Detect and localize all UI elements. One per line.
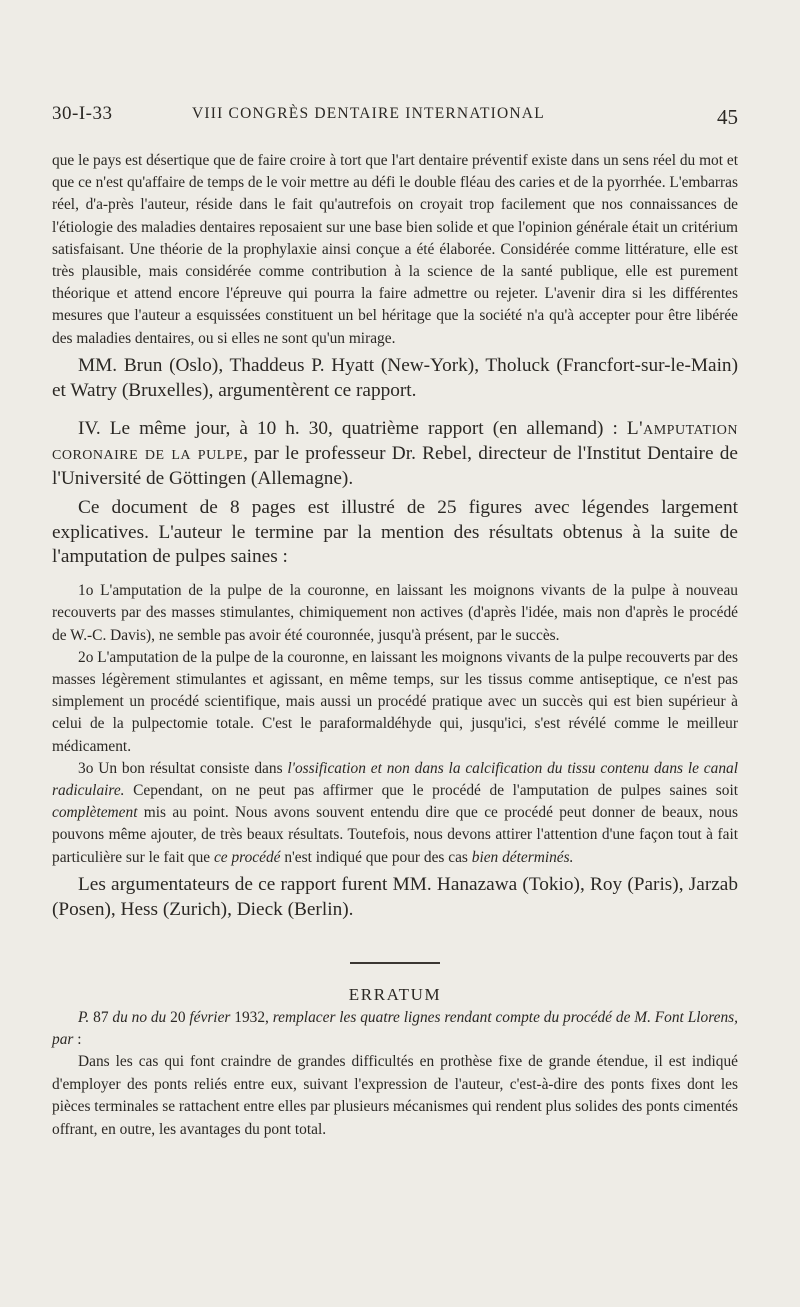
paragraph-prophylaxis: que le pays est désertique que de faire croire à tort que l'art dentaire préventif existe dans un sens réel du mot et que ce n'est qu'affaire de temps de le voir mettre au défi le double fléau des caries et de la pyorrhée. L'embarras réel, d'a-près l'auteur, réside dans le fait qu'autrefois on croyait trop facilement que nos connaissances de l'étiologie des maladies dentaires reposaient sur une base bien solide et que l'opinion générale était un critérium satisfaisant. Une théorie de la prophylaxie ainsi conçue a été élaborée. Considérée comme littérature, elle est très plausible, mais considérée comme contribution à la science de la santé publique, elle est purement théorique et attend encore l'épreuve qui pourra la faire admettre ou rejeter. L'avenir dira si les différentes mesures que l'auteur a esquissées constituent un bel héritage que la société n'a qu'à accepter pour être libérée des maladies dentaires, ou si elles ne sont qu'un mirage. <box>52 152 738 347</box>
report-lead: IV. Le même jour, à 10 h. 30, quatrième rapport (en allemand) : <box>78 418 627 440</box>
item3-f: ce procédé <box>213 848 281 866</box>
body-text <box>52 150 738 1141</box>
erratum-body: Dans les cas qui font craindre de grandes difficultés en prothèse fixe de grande étendue, il est indiqué d'employer des ponts reliés entre eux, suivant l'expression de l'auteur, c'est-à-dire des ponts fixes dont les pièces terminales se rattachent entre elles par plusieurs mécanismes qui rendent plus solides des ponts cimentés offrant, en outre, les avantages du pont total. <box>52 1053 738 1138</box>
item3-a: 3o Un bon résultat consiste dans <box>78 759 288 777</box>
erratum-title: ERRATUM <box>348 985 442 1005</box>
header-title: VIII CONGRÈS DENTAIRE INTERNATIONAL <box>192 105 545 122</box>
erratum-ref-c: du no du <box>112 1009 167 1027</box>
erratum-ref-a: P. <box>78 1009 90 1027</box>
item3-g: n'est indiqué que pour des cas <box>280 848 472 866</box>
erratum-ref-f: 1932, <box>230 1009 273 1027</box>
result-item-3 <box>52 758 738 869</box>
running-head <box>52 101 738 127</box>
erratum-ref-h: : <box>73 1031 82 1049</box>
report-title: L'amputation coronaire de la pulpe <box>52 418 738 465</box>
item3-b: l'ossification et non dans la calcification du tissu contenu dans le canal radiculaire. <box>52 759 738 800</box>
result-item-2: 2o L'amputation de la pulpe de la couronne, en laissant les moignons vivants de la pulpe recouverts par des masses légèrement stimulantes et agissant, en même temps, sur les tissus comme antiseptique, ce n'est pas simplement un procédé scientifique, mais aussi un procédé pratique avec un succès qui est bien supérieur à celui de la pulpectomie totale. C'est le paraformaldéhyde qui, jusqu'ici, s'est révélé comme le meilleur médicament. <box>52 648 738 755</box>
page-number: 45 <box>717 105 738 129</box>
item3-e: mis au point. Nous avons souvent entendu dire que ce procédé peut donner de beaux, nous pouvons même ajouter, de très beaux résultats. Toutefois, nous devons attirer l'attention d'une façon tout à fait particulière sur le fait que <box>52 804 738 866</box>
report-tail: , par le professeur Dr. Rebel, directeur de l'Institut Dentaire de l'Université de Göttingen (Allemagne). <box>52 443 738 490</box>
item3-c: Cependant, on ne peut pas affirmer que le procédé de l'amputation de pulpes saines soit <box>124 782 738 800</box>
erratum-ref-g: remplacer les quatre lignes rendant compte du procédé de M. Font Llorens, par <box>52 1009 739 1049</box>
header-date: 30-I-33 <box>52 103 113 124</box>
paragraph-document-summary: Ce document de 8 pages est illustré de 25 figures avec légendes largement explicatives. L'auteur le termine par la mention des résultats obtenus à la suite de l'amputation de pulpes saines : <box>52 496 738 568</box>
item3-d: complètement <box>52 804 138 822</box>
paragraph-discussants-2: Les argumentateurs de ce rapport furent MM. Hanazawa (Tokio), Roy (Paris), Jarzab (Posen), Hess (Zurich), Dieck (Berlin). <box>52 873 738 920</box>
erratum-ref-d: 20 <box>166 1009 190 1027</box>
erratum-ref-e: février <box>189 1009 231 1027</box>
item3-h: bien déterminés. <box>471 848 574 866</box>
erratum-ref-b: 87 <box>89 1009 113 1027</box>
paragraph-fourth-report <box>52 417 738 491</box>
paragraph-discussants-1: MM. Brun (Oslo), Thaddeus P. Hyatt (New-York), Tholuck (Francfort-sur-le-Main) et Watry (Bruxelles), argumentèrent ce rapport. <box>52 354 738 401</box>
result-item-1: 1o L'amputation de la pulpe de la couronne, en laissant les moignons vivants de la pulpe à nouveau recouverts par des masses stimulantes, chimiquement non actives (d'après l'idée, mais non d'après le procédé de W.-C. Davis), ne semble pas avoir été couronnée, jusqu'à présent, par le succès. <box>52 582 738 644</box>
section-divider <box>350 962 440 964</box>
erratum-reference <box>52 1007 738 1051</box>
